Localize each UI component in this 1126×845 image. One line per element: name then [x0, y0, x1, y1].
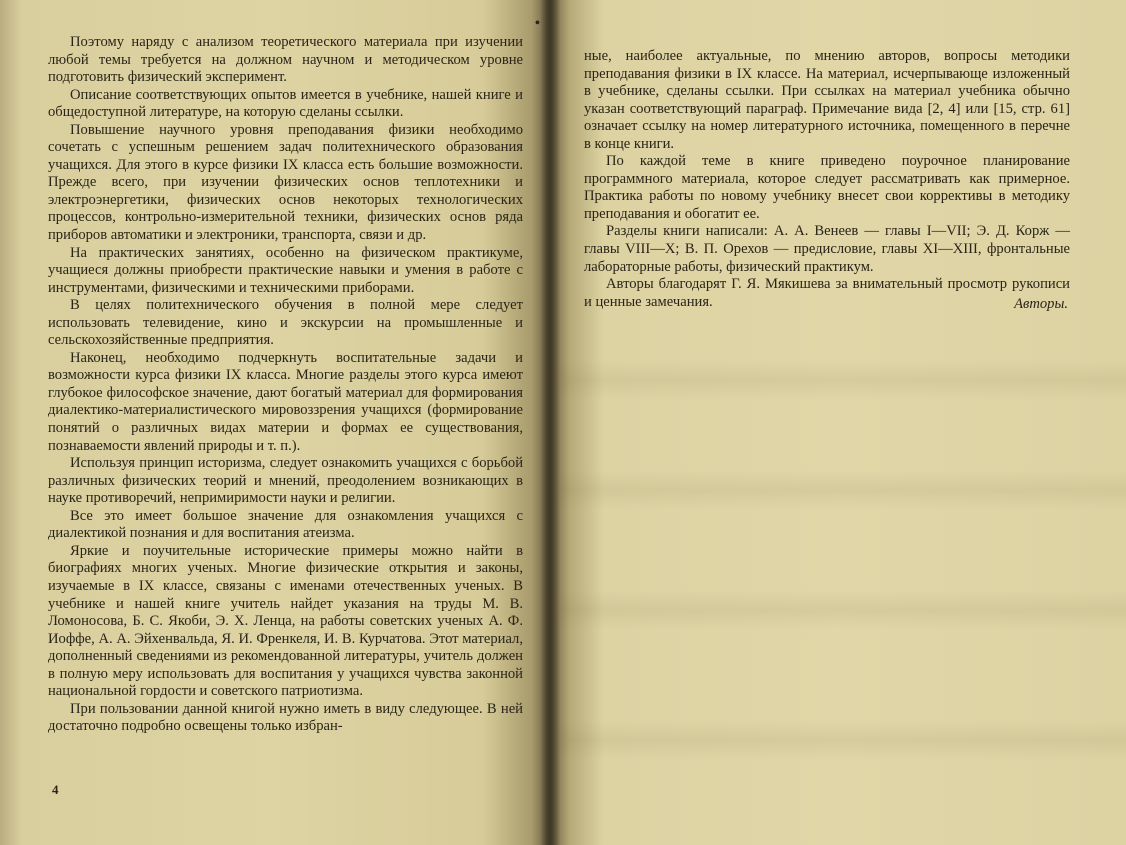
paper-wave [552, 720, 1126, 760]
paragraph: ные, наиболее актуальные, по мнению авторов, вопросы методики преподавания физики в IX классе. На материал, исчерпывающе изложенный в учебнике, сделаны ссылки. При ссылках на материал учебника обычно указан соответствующий параграф. Примечание вида [2, 4] или [15, стр. 61] означает ссылку на номер литературного источника, помещенного в перечне в конце книги. [584, 48, 1070, 152]
paragraph: Используя принцип историзма, следует ознакомить учащихся с борьбой различных физических теорий и мнений, преодолением возникающих в науке противоречий, непримиримости науки и религии. [48, 455, 523, 507]
paragraph: По каждой теме в книге приведено поурочное планирование программного материала, которое следует рассматривать как примерное. Практика работы по новому учебнику внесет свои коррективы в методику преподавания и обогатит ее. [584, 153, 1070, 222]
paragraph: Поэтому наряду с анализом теоретического материала при изучении любой темы требуется на должном научном и методическом уровне подготовить физический эксперимент. [48, 34, 523, 86]
paragraph: Наконец, необходимо подчеркнуть воспитательные задачи и возможности курса физики IX класса. Многие разделы этого курса имеют глубокое философское значение, дают богатый материал для формирования диалектико-материалистического мировоззрения учащихся (формирование понятий о различных видах материи и формах ее существования, познаваемости явлений природы и т. п.). [48, 349, 523, 454]
paper-wave [552, 470, 1126, 510]
paper-wave [552, 590, 1126, 630]
paragraph: При пользовании данной книгой нужно иметь в виду следующее. В ней достаточно подробно освещены только избран- [48, 700, 523, 735]
left-page-text [48, 34, 523, 736]
paper-wave [552, 360, 1126, 400]
right-page [552, 0, 1126, 845]
right-page-text [584, 48, 1070, 311]
page-number: 4 [52, 782, 59, 797]
paragraph: Все это имеет большое значение для ознакомления учащихся с диалектикой познания и для воспитания атеизма. [48, 507, 523, 542]
paragraph: Яркие и поучительные исторические примеры можно найти в биографиях многих ученых. Многие физические открытия и законы, изучаемые в IX классе, связаны с именами отечественных ученых. В учебнике и нашей книге учитель найдет указания на труды М. В. Ломоносова, Б. С. Якоби, Э. Х. Ленца, на работы советских ученых А. Ф. Иоффе, А. А. Эйхенвальда, Я. И. Френкеля, И. В. Курчатова. Этот материал, дополненный сведениями из рекомендованной литературы, учитель должен в полную меру использовать для воспитания у учащихся чувства законной национальной гордости и советского патриотизма. [48, 542, 523, 700]
paragraph: Авторы благодарят Г. Я. Мякишева за внимательный просмотр рукописи и ценные замечания. [584, 276, 1070, 310]
book-gutter [540, 0, 560, 845]
paragraph: Разделы книги написали: А. А. Венеев — главы I—VII; Э. Д. Корж — главы VIII—X; В. П. Орехов — предисловие, главы XI—XIII, фронтальные лабораторные работы, физический практикум. [584, 223, 1070, 275]
paragraph: В целях политехнического обучения в полной мере следует использовать телевидение, кино и экскурсии на промышленные и сельскохозяйственные предприятия. [48, 297, 523, 349]
top-mark: • [535, 16, 540, 31]
paragraph: Повышение научного уровня преподавания физики необходимо сочетать с успешным решением задач политехнического образования учащихся. Для этого в курсе физики IX класса есть большие возможности. Прежде всего, при изучении физических основ теплотехники и электроэнергетики, физических основ некоторых технологических процессов, контрольно-измерительной техники, физических основ ряда приборов автоматики и электроники, транспорта, связи и др. [48, 121, 523, 244]
left-page [0, 0, 548, 845]
signature: Авторы. [1014, 296, 1068, 312]
paragraph: На практических занятиях, особенно на физическом практикуме, учащиеся должны приобрести практические навыки и умения в работе с инструментами, физическими и техническими приборами. [48, 244, 523, 296]
paragraph: Описание соответствующих опытов имеется в учебнике, нашей книге и общедоступной литературе, на которую сделаны ссылки. [48, 86, 523, 121]
